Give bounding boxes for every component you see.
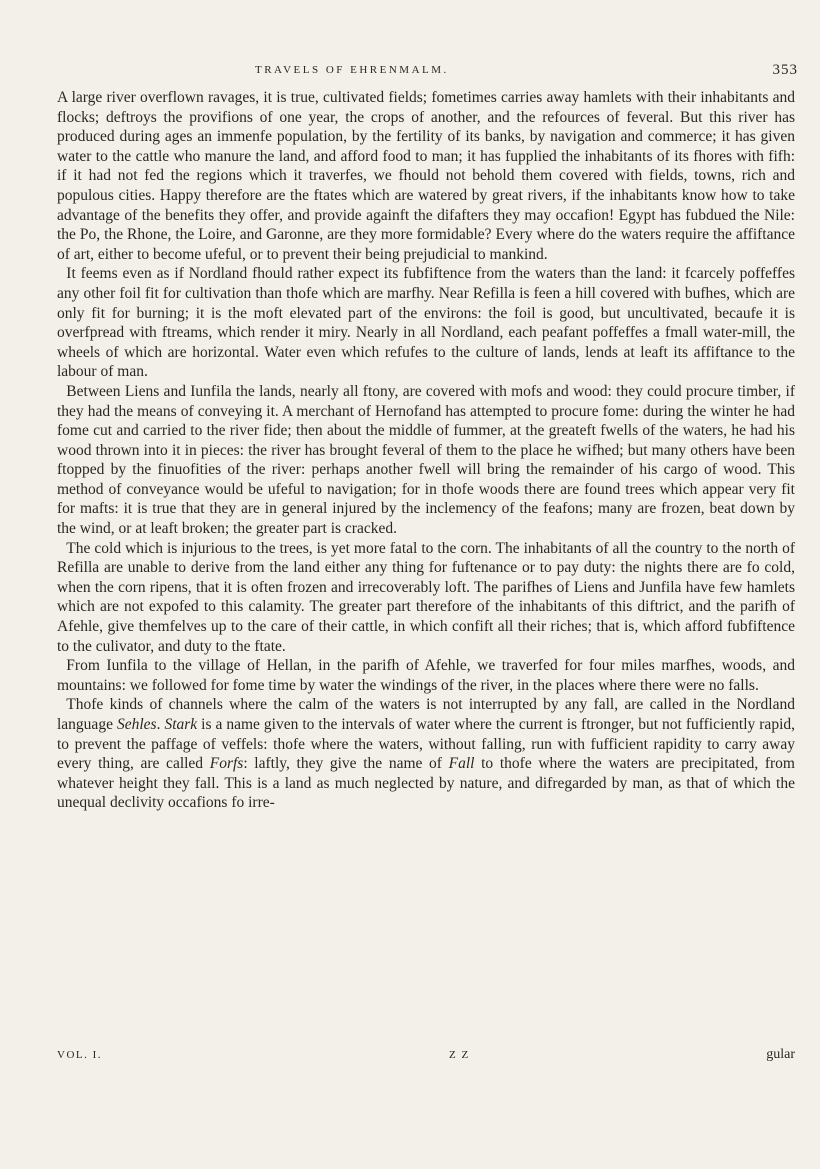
paragraph-6-text-4: : laftly, they give the name of — [243, 755, 449, 773]
page-footer — [57, 1049, 795, 1069]
paragraph-2: It feems even as if Nordland fhould rather expect its fubfiftence from the waters than the land: it fcarcely poffeffes any other foil fit for cultivation than thofe which are marfhy. Near Refilla is feen a hill covered with bufhes, which are only fit for burning; it is the moft elevated part of the environs: the foil is good, but uncultivated, becaufe it is overfpread with ftreams, which render it miry. Nearly in all Nordland, each peafant poffeffes a fmall water-mill, the wheels of which are horizontal. Water even which refufes to the culture of lands, lends at leaft its affiftance to the labour of man. — [57, 265, 795, 381]
paragraph-6-text-3: is a name given to the intervals of water where the current is ftronger, but not fufficiently rapid, to prevent the paffage of veffels: thofe where the waters, without falling, run with fufficient rapidity to carry away every thing, are called — [57, 716, 795, 773]
term-forfs: Forfs — [209, 755, 244, 773]
running-header — [0, 62, 820, 82]
term-sehles: Sehles — [116, 716, 157, 733]
running-title: TRAVELS OF EHRENMALM. — [255, 64, 449, 76]
paragraph-5: From Iunfila to the village of Hellan, in the parifh of Afehle, we traverfed for four miles marfhes, woods, and mountains: we followed for fome time by water the windings of the river, in the places where there were no falls. — [57, 657, 795, 694]
volume-label: VOL. I. — [57, 1049, 103, 1061]
term-fall: Fall — [448, 755, 475, 773]
paragraph-6-text-1: Thofe kinds of channels where the calm of the waters is not interrupted by any fall, are called in the Nordland language — [57, 696, 795, 733]
page-number: 353 — [772, 62, 798, 78]
paragraph-1: A large river overflown ravages, it is true, cultivated fields; fometimes carries away hamlets with their inhabitants and flocks; deftroys the provifions of one year, the crops of another, and the refources of feveral. But this river has produced during ages an immenfe population, by the fertility of its banks, by navigation and commerce; it has given water to the cattle who manure the land, and afford food to man; it has fupplied the inhabitants of its fhores with fifh: if it had not fed the regions which it traverfes, we fhould not behold them covered with fields, towns, rich and populous cities. Happy therefore are the ftates which are watered by great rivers, if the inhabitants know how to take advantage of the benefits they offer, and provide againft the difafters they may occafion! Egypt has fubdued the Nile: the Po, the Rhone, the Loire, and Garonne, are they more formidable? Every where do the waters require the affiftance of art, either to become ufeful, or to prevent their being prejudicial to mankind. — [57, 89, 795, 263]
catchword: gular — [766, 1047, 795, 1062]
paragraph-6-text-5: to thofe where the waters are precipitated, from whatever height they fall. This is a land as much neglected by nature, and difregarded by man, as that of which the unequal declivity occafions fo irre- — [57, 755, 795, 812]
paragraph-3: Between Liens and Iunfila the lands, nearly all ftony, are covered with mofs and wood: they could procure timber, if they had the means of conveying it. A merchant of Hernofand has attempted to procure fome: during the winter he had fome cut and carried to the river fide; then about the middle of fummer, at the greateft fwells of the waters, he had his wood thrown into it in pieces: the river has brought feveral of them to the place he wifhed; but many others have been ftopped by the finuofities of the river: perhaps another fwell will bring the remainder of his cargo of wood. This method of conveyance would be ufeful to navigation; for in thofe woods there are found trees which appear very fit for mafts: it is true that they are in general injured by the inclemency of the feafons; many are frozen, beat down by the wind, or at leaft broken; the greater part is cracked. — [57, 382, 795, 538]
signature-mark: Z Z — [449, 1049, 470, 1061]
paragraph-4: The cold which is injurious to the trees, is yet more fatal to the corn. The inhabitants of all the country to the north of Refilla are unable to derive from the land either any thing for fuftenance or to pay duty: the nights there are fo cold, when the corn ripens, that it is often frozen and irrecoverably loft. The parifhes of Liens and Junfila have few hamlets which are not expofed to this calamity. The greater part therefore of the inhabitants of this diftrict, and the parifh of Afehle, give themfelves up to the care of their cattle, in which confift all their riches; that is, which afford fubfiftence to the culivator, and duty to the ftate. — [57, 539, 795, 655]
page-body — [57, 88, 795, 813]
paragraph-6 — [57, 695, 795, 813]
term-stark: Stark — [164, 716, 198, 733]
paragraph-6-text-2: . — [156, 716, 165, 733]
